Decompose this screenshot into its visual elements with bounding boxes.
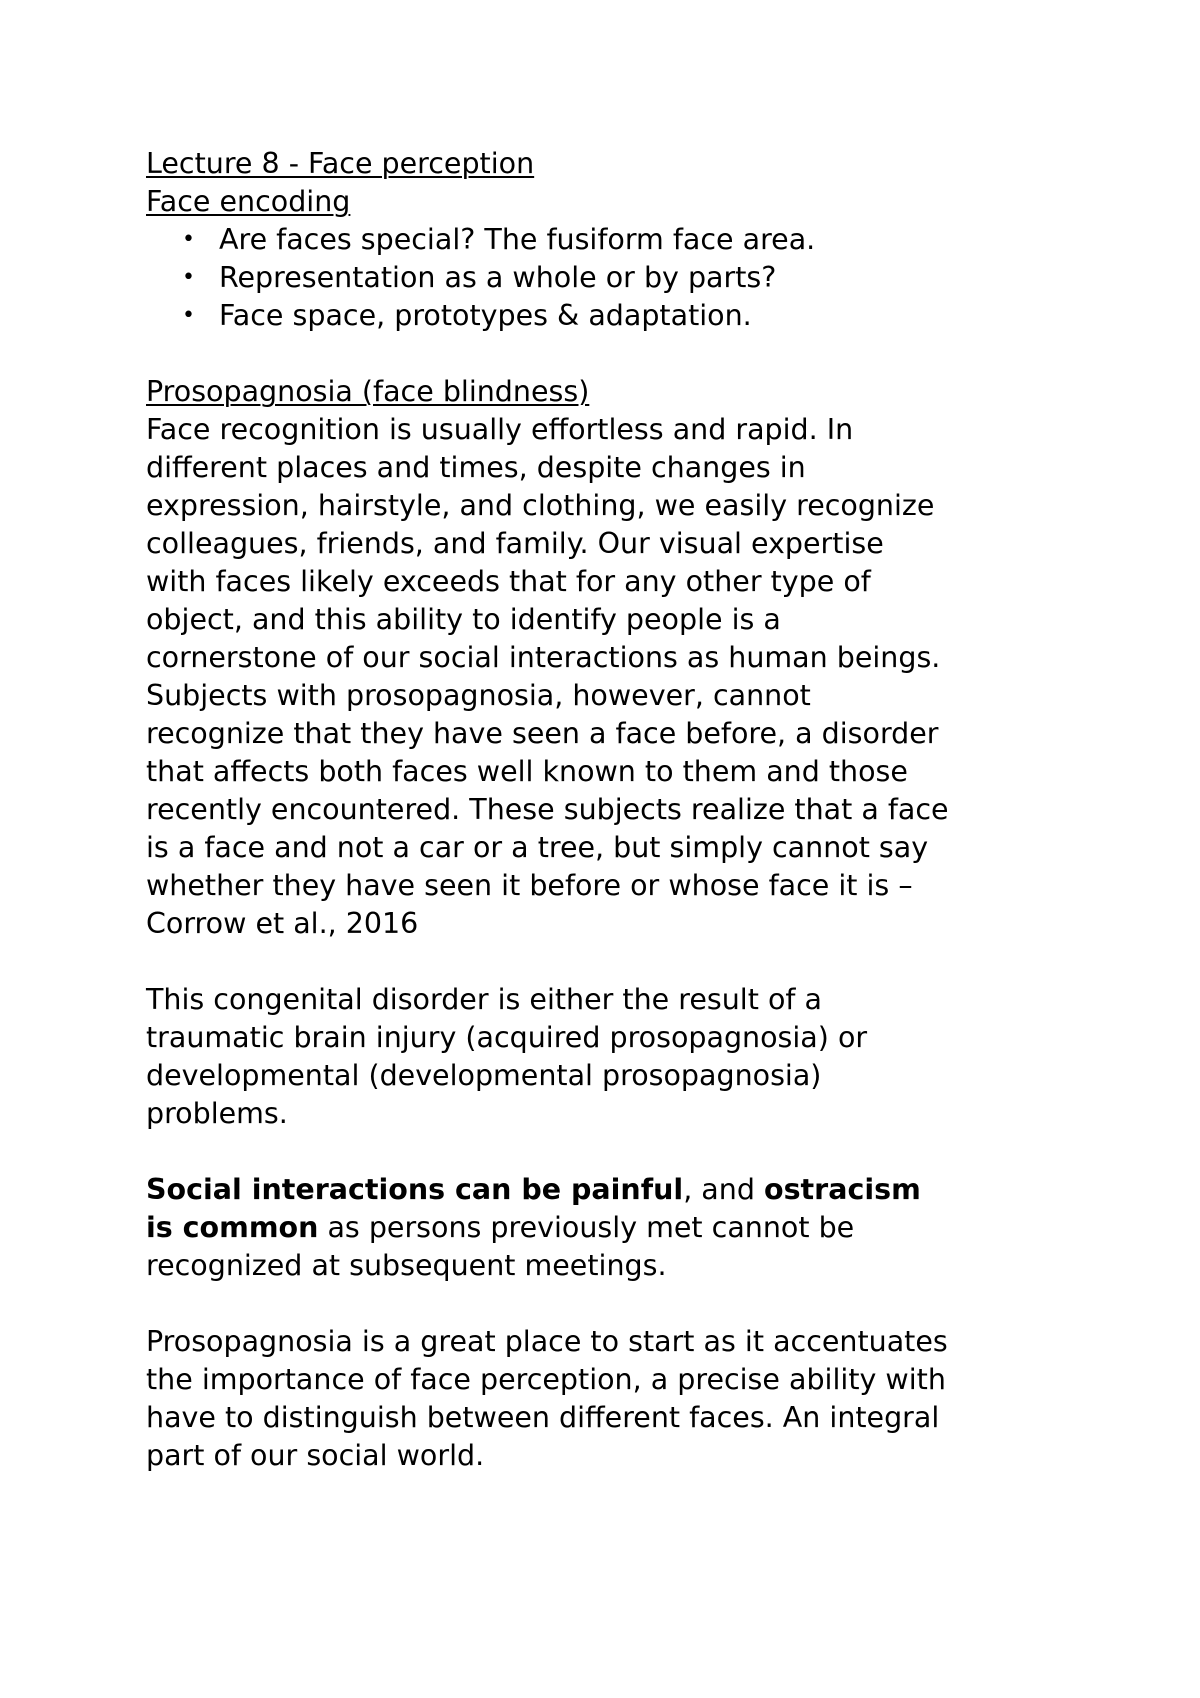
text-line: This congenital disorder is either the result of a xyxy=(146,983,822,1016)
document-page xyxy=(146,145,1106,1475)
spacer xyxy=(146,1133,1106,1171)
text-line: that affects both faces well known to them and those xyxy=(146,755,908,788)
bullet-list xyxy=(146,221,1106,335)
text-line: problems. xyxy=(146,1097,288,1130)
text-line: Face recognition is usually effortless and rapid. In xyxy=(146,413,854,446)
text-line: recently encountered. These subjects realize that a face xyxy=(146,793,949,826)
text-line: whether they have seen it before or whose face it is – xyxy=(146,869,913,902)
text-line: cornerstone of our social interactions as human beings. xyxy=(146,641,941,674)
text-line: colleagues, friends, and family. Our visual expertise xyxy=(146,527,884,560)
text-line: traumatic brain injury (acquired prosopagnosia) or xyxy=(146,1021,868,1054)
text-line: have to distinguish between different faces. An integral xyxy=(146,1401,940,1434)
citation: Corrow et al., 2016 xyxy=(146,907,419,940)
text-line: part of our social world. xyxy=(146,1439,485,1472)
text-line: with faces likely exceeds that for any other type of xyxy=(146,565,871,598)
text-line: is a face and not a car or a tree, but simply cannot say xyxy=(146,831,929,864)
text-line: is common as persons previously met cannot be xyxy=(146,1211,855,1244)
text-line: Social interactions can be painful, and ostracism xyxy=(146,1173,921,1206)
list-item: • Representation as a whole or by parts? xyxy=(146,259,1106,297)
bold-phrase: Social interactions can be painful xyxy=(146,1173,684,1206)
paragraph-social-interactions xyxy=(146,1171,1106,1285)
document-title: Lecture 8 - Face perception xyxy=(146,147,535,180)
spacer xyxy=(146,1285,1106,1323)
bullet-icon: • xyxy=(182,265,195,290)
text-line: Prosopagnosia is a great place to start as it accentuates xyxy=(146,1325,948,1358)
paragraph-face-recognition xyxy=(146,411,1106,943)
bullet-icon: • xyxy=(182,227,195,252)
section-heading-prosopagnosia: Prosopagnosia (face blindness) xyxy=(146,375,590,408)
text-line: developmental (developmental prosopagnosia) xyxy=(146,1059,822,1092)
section-heading-face-encoding: Face encoding xyxy=(146,185,351,218)
list-item: • Face space, prototypes & adaptation. xyxy=(146,297,1106,335)
spacer xyxy=(146,943,1106,981)
text-line: object, and this ability to identify people is a xyxy=(146,603,781,636)
bold-phrase: is common xyxy=(146,1211,319,1244)
list-item: • Are faces special? The fusiform face area. xyxy=(146,221,1106,259)
text-line: Subjects with prosopagnosia, however, cannot xyxy=(146,679,811,712)
spacer xyxy=(146,335,1106,373)
paragraph-conclusion xyxy=(146,1323,1106,1475)
text-line: the importance of face perception, a precise ability with xyxy=(146,1363,946,1396)
bullet-icon: • xyxy=(182,303,195,328)
paragraph-congenital-disorder xyxy=(146,981,1106,1133)
bold-phrase: ostracism xyxy=(763,1173,921,1206)
text-line: recognized at subsequent meetings. xyxy=(146,1249,667,1282)
text-line: different places and times, despite changes in xyxy=(146,451,806,484)
text-line: recognize that they have seen a face before, a disorder xyxy=(146,717,939,750)
text-line: expression, hairstyle, and clothing, we easily recognize xyxy=(146,489,935,522)
